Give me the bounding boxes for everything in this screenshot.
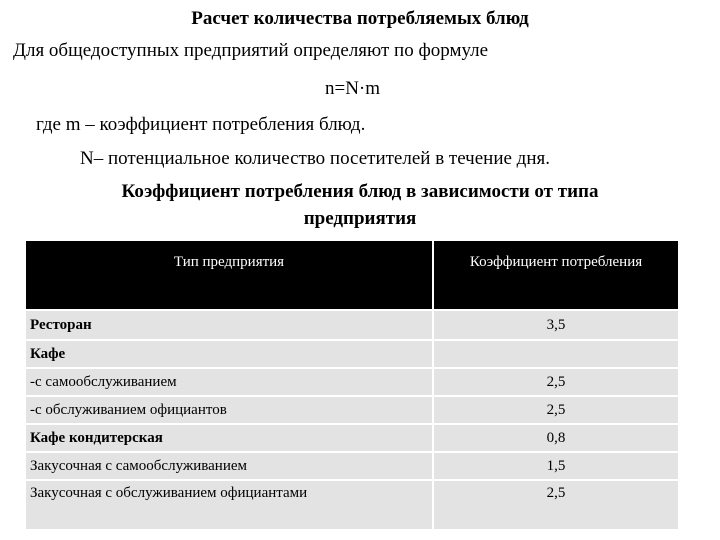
table-row [26, 480, 678, 530]
row-name: -с самообслуживанием [26, 368, 433, 396]
row-value: 3,5 [433, 310, 678, 340]
column-header-coefficient: Коэффициент потребления [433, 241, 678, 310]
definition-m: где m – коэффициент потребления блюд. [36, 114, 366, 135]
table-title: Коэффициент потребления блюд в зависимости от типа [121, 181, 599, 202]
row-name: Закусочная с самообслуживанием [26, 452, 433, 480]
row-name: -с обслуживанием официантов [26, 396, 433, 424]
table-row [26, 452, 678, 480]
row-value [433, 340, 678, 368]
row-value: 2,5 [433, 368, 678, 396]
column-header-type: Тип предприятия [26, 241, 433, 310]
row-value: 2,5 [433, 396, 678, 424]
row-name: Ресторан [26, 310, 433, 340]
row-name: Закусочная с обслуживанием официантами [26, 480, 433, 530]
table-row [26, 368, 678, 396]
row-name: Кафе кондитерская [26, 424, 433, 452]
table-title-continued: предприятия [303, 208, 417, 229]
table-row [26, 310, 678, 340]
page-title: Расчет количества потребляемых блюд [191, 8, 529, 29]
definition-n: N– потенциальное количество посетителей в течение дня. [80, 148, 551, 169]
row-value: 2,5 [433, 480, 678, 530]
table-row [26, 340, 678, 368]
table-row [26, 424, 678, 452]
coefficient-table [26, 241, 678, 531]
row-value: 0,8 [433, 424, 678, 452]
formula: n=N·m [325, 78, 381, 99]
row-name: Кафе [26, 340, 433, 368]
intro-text: Для общедоступных предприятий определяют по формуле [13, 40, 489, 61]
table-row [26, 396, 678, 424]
table-header-row [26, 241, 678, 310]
row-value: 1,5 [433, 452, 678, 480]
